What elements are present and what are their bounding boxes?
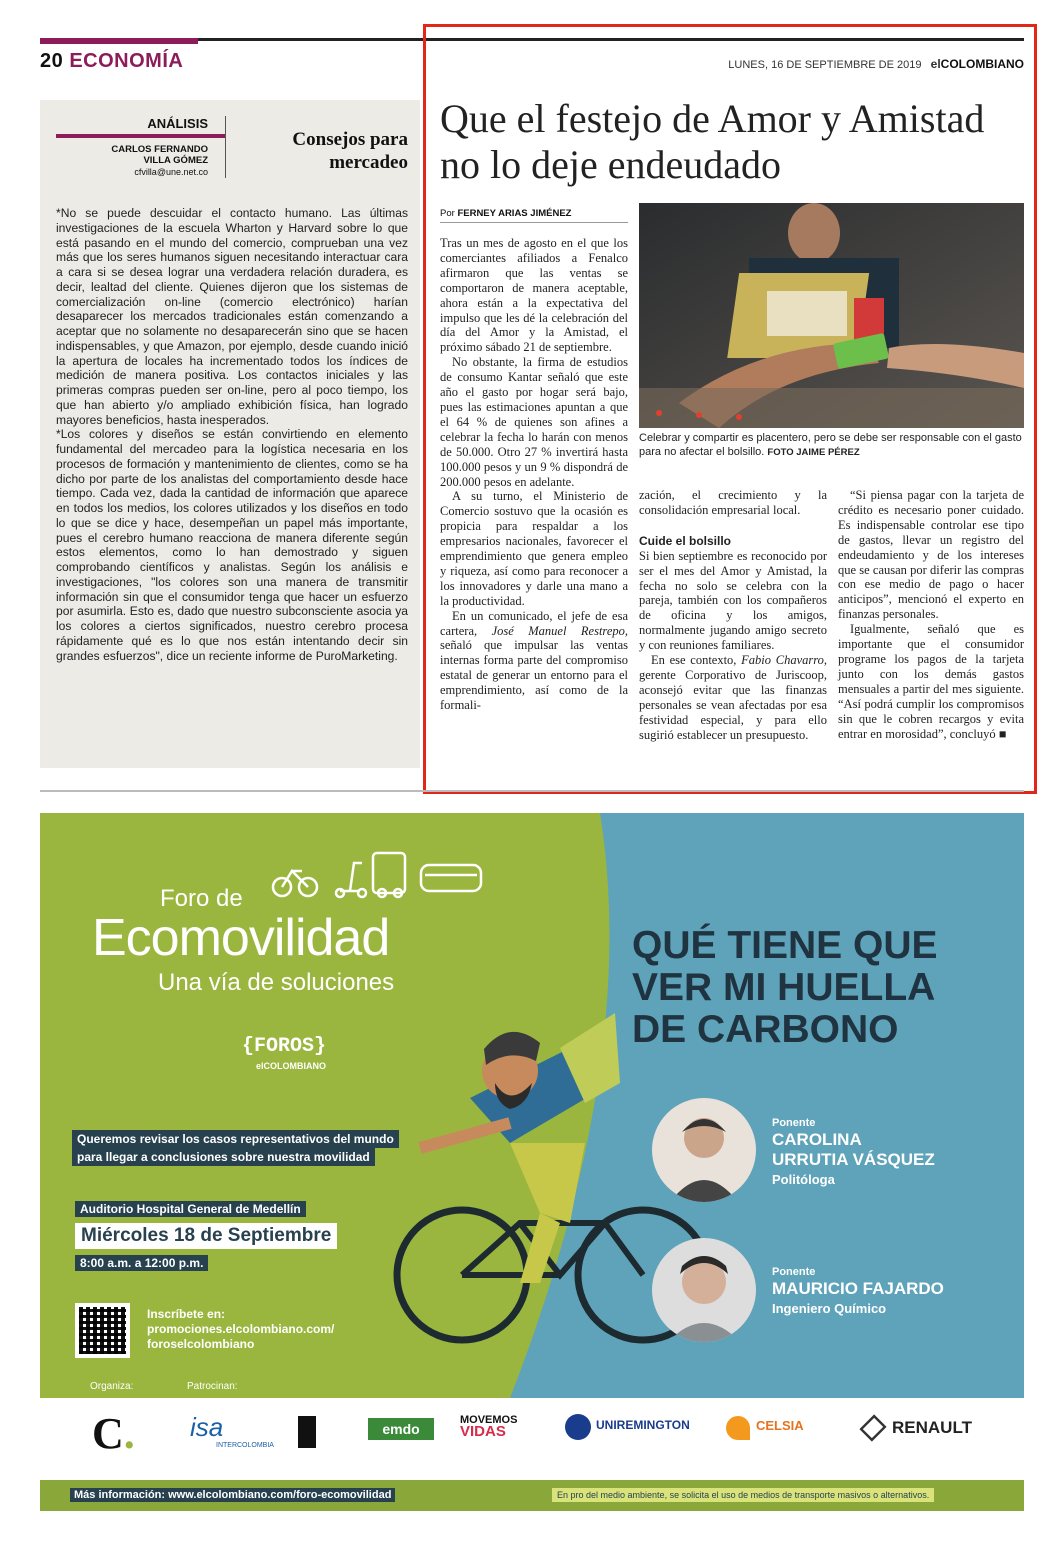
ad-question	[632, 925, 938, 1051]
page-divider	[40, 790, 1024, 792]
photo-caption	[639, 431, 1024, 460]
renault-icon	[859, 1414, 886, 1441]
speaker2-avatar	[652, 1238, 756, 1342]
byline	[440, 208, 571, 219]
ad-ecomovilidad: Ecomovilidad	[92, 909, 390, 967]
ad-register	[147, 1307, 334, 1352]
article-column-1	[440, 236, 628, 713]
issue-date: LUNES, 16 DE SEPTIEMBRE DE 2019	[728, 59, 922, 71]
isa-logo-sub: INTERCOLOMBIA	[216, 1442, 274, 1449]
paragraph-text: señaló que impulsar las ventas internas forma parte del compromiso estatal de generar un entorno para el emprendimiento, así como de la formali-	[440, 638, 628, 713]
author-email: cfvilla@une.net.co	[134, 167, 208, 177]
subhead: Cuide el bolsillo	[639, 533, 732, 548]
page-header	[40, 50, 183, 73]
ad-foros-logo: {FOROS}	[242, 1035, 327, 1058]
analysis-paragraph: *No se puede descuidar el contacto humano. Las últimas investigaciones de la escuela Wharton y Harvard sobre lo que está pasando en el mundo del comercio, comprueban una vez más que los seres humanos siguen necesitando interactuar cara a cara si se desea lograr una verdadera relación duradera, es decir, lealtad del cliente. Quienes dijeron que los sistemas de comercialización on-line (comercio electrónico) harían desaparecer los mercados tradicionales están comenzando a aceptar que no solamente no desaparecerán sino que se hacen indispensables, y que Amazon, por ejemplo, desde cuando inició la apertura de locales ha incrementado todos los índices de medición de manera positiva. Los contactos iniciales y las primeras compras pueden ser on-line, pero al poco tiempo, los que han abierto y/o ampliado exhibición física, han logrado mayores beneficios, hasta inesperados.	[56, 206, 408, 427]
analysis-column	[40, 100, 420, 768]
ad-intro-line-1: Queremos revisar los casos representativos del mundo	[72, 1130, 399, 1148]
ad-question-line-2: VER MI HUELLA	[632, 966, 936, 1009]
author-line-2: VILLA GÓMEZ	[143, 155, 208, 166]
movemos-line-2: VIDAS	[460, 1423, 506, 1440]
analysis-title	[236, 128, 408, 174]
ad-tagline: Una vía de soluciones	[158, 969, 395, 996]
speaker2-info	[772, 1265, 944, 1319]
ad-date: Miércoles 18 de Septiembre	[75, 1223, 337, 1249]
speaker2-name: MAURICIO FAJARDO	[772, 1279, 944, 1298]
ad-register-url-1[interactable]: promociones.elcolombiano.com/	[147, 1322, 335, 1336]
ad-register-label: Inscríbete en:	[147, 1307, 226, 1321]
speaker2-title: Ingeniero Químico	[772, 1301, 887, 1316]
qr-code-icon[interactable]	[75, 1303, 130, 1358]
photo-credit: FOTO JAIME PÉREZ	[767, 447, 860, 458]
analysis-body	[56, 206, 408, 663]
emdo-logo: emdo	[368, 1418, 434, 1440]
celsia-logo: CELSIA	[756, 1418, 804, 1433]
ad-time-wrap	[75, 1255, 208, 1271]
analysis-title-line-2: mercadeo	[329, 152, 408, 173]
ad-time: 8:00 a.m. a 12:00 p.m.	[75, 1255, 208, 1271]
ad-organiza: Organiza:	[90, 1381, 134, 1392]
person-name: Fabio Chavarro,	[741, 653, 828, 668]
ad-register-url-2[interactable]: foroselcolombiano	[147, 1337, 255, 1351]
ad-venue-wrap	[75, 1201, 306, 1217]
ad-intro	[72, 1130, 399, 1166]
elcolombiano-logo: C.	[92, 1409, 135, 1458]
author-line-1: CARLOS FERNANDO	[111, 144, 208, 155]
paragraph-text: En ese contexto,	[651, 653, 737, 668]
analysis-label: ANÁLISIS	[147, 116, 208, 131]
ad-foro-de: Foro de	[160, 885, 243, 912]
article-paragraph	[639, 653, 827, 742]
article-photo	[639, 203, 1024, 428]
article-paragraph: “Si piensa pagar con la tarjeta de crédito es necesario poner cuidado. Es indispensable controlar ese tipo de gastos, llevar un registro del endeudamiento y de los intereses que se causan por diferir las compras con ese medio de pago o hacer anticipos”, mencionó el experto en finanzas personales.	[838, 488, 1024, 622]
ad-patrocinan: Patrocinan:	[187, 1381, 238, 1392]
section-name: ECONOMÍA	[69, 50, 184, 72]
ad-foros-sub: elCOLOMBIANO	[256, 1061, 327, 1071]
article-paragraph	[440, 609, 628, 713]
analysis-author	[58, 144, 208, 166]
isa-logo: isa	[190, 1412, 224, 1442]
speaker1-role: Ponente	[772, 1117, 816, 1129]
ad-more-info[interactable]: Más información: www.elcolombiano.com/foro-ecomovilidad	[70, 1488, 395, 1502]
masthead-name: COLOMBIANO	[940, 57, 1024, 71]
article-paragraph: Si bien septiembre es reconocido por ser el mes del Amor y Amistad, la fecha no solo se celebra con la pareja, también con los compañeros de oficina y los amigos, normalmente jugando amigo secreto y con reuniones familiares.	[639, 548, 827, 653]
speaker1-name-1: CAROLINA	[772, 1130, 862, 1149]
article-paragraph: Tras un mes de agosto en el que los comerciantes afiliados a Fenalco afirmaron que las ventas se comportaron de manera aceptable, ahora están a la expectativa del impulso que les dé la celebración del día del Amor y la Amistad, el próximo sábado 21 de septiembre.	[440, 236, 628, 355]
analysis-paragraph: *Los colores y diseños se están convirtiendo en elemento fundamental del mercadeo para la logística necesaria en los procesos de formación y mantenimiento de clientes, como se ha dicho por parte de los analistas del comportamiento desde hace tiempo. Cada vez, dada la cantidad de información que aparece en todos los medios, los colores utilizados y los diseños en todo lo que se dice y hace, desempeñan un papel más importante, pues el cerebro humano reacciona de manera diferente según estos elementos, como lo han demostrado y siguen comprobando científicos y analistas. Según los análisis e investigaciones, "los colores son una manera de transmitir información sin que el consumidor tenga que hacer un esfuerzo por asumirla. Esto es, dado que nuestro subconsciente asocia ya los colores a ciertos significados, nuestro cerebro procesa rápidamente qué es lo que nos están intentando decir sin grandes esfuerzos", dice un reciente informe de PuroMarketing.	[56, 427, 408, 663]
article-column-3	[838, 488, 1024, 741]
masthead-prefix: el	[930, 57, 941, 71]
ecomovilidad-ad	[40, 813, 1024, 1511]
article-paragraph: No obstante, la firma de estudios de consumo Kantar señaló que este año el gasto por hogar será bajo, pues las estimaciones apuntan a que el 64 % de quienes son afines a celebrar la fecha lo harán con menos de 50.000. Otro 27 % invertirá hasta 100.000 pesos y un 9 % dispondrá de 200.000 pesos en adelante.	[440, 355, 628, 489]
paragraph-text: gerente Corporativo de Juriscoop, aconsejó evitar que las finanzas personales se vean afectadas por esa festividad especial, y para ello sugirió establecer un presupuesto.	[639, 667, 827, 742]
article-headline: Que el festejo de Amor y Amistad no lo deje endeudado	[440, 96, 985, 187]
ad-question-line-1: QUÉ TIENE QUE	[632, 924, 938, 967]
page-number: 20	[40, 50, 64, 72]
uniremington-icon	[565, 1414, 591, 1440]
movemos-line-1: MOVEMOS	[460, 1414, 518, 1426]
end-mark: ■	[998, 726, 1007, 741]
celsia-icon	[726, 1416, 750, 1440]
ad-footer-note: En pro del medio ambiente, se solicita el uso de medios de transporte masivos o alternativos.	[552, 1488, 934, 1502]
article-paragraph: A su turno, el Ministerio de Comercio sostuvo que la ocasión es propicia para respaldar a los empresarios nacionales, favorecer el emprendimiento que genera empleo y riqueza, así como para reconocer a los innovadores y darle una mano a la productividad.	[440, 489, 628, 608]
paragraph-text: En un comunicado, el jefe de esa cartera,	[440, 608, 628, 638]
movemos-logo	[460, 1414, 517, 1438]
article-column-2	[639, 488, 827, 743]
sponsor-logos	[40, 1398, 1024, 1480]
byline-rule	[440, 222, 628, 223]
ad-venue: Auditorio Hospital General de Medellín	[75, 1201, 306, 1217]
uniremington-logo: UNIREMINGTON	[596, 1418, 690, 1432]
article-paragraph: zación, el crecimiento y la consolidación empresarial local.	[639, 488, 827, 517]
byline-prefix: Por	[440, 208, 455, 219]
analysis-divider	[225, 116, 226, 178]
speaker1-avatar	[652, 1098, 756, 1202]
section-accent-bar	[40, 38, 198, 44]
renault-logo: RENAULT	[892, 1418, 972, 1437]
article-paragraph	[838, 622, 1024, 741]
metro-logo	[298, 1416, 316, 1448]
person-name: José Manuel Restrepo,	[491, 623, 628, 638]
speaker2-role: Ponente	[772, 1266, 816, 1278]
ad-intro-line-2: para llegar a conclusiones sobre nuestra movilidad	[72, 1148, 375, 1166]
ad-footer	[40, 1480, 1024, 1511]
caption-text: Celebrar y compartir es placentero, pero se debe ser responsable con el gasto para no afectar el bolsillo.	[639, 432, 1022, 458]
speaker1-name-2: URRUTIA VÁSQUEZ	[772, 1150, 935, 1169]
analysis-rule	[56, 134, 226, 138]
speaker1-title: Politóloga	[772, 1172, 835, 1187]
photo-illustration	[639, 203, 1024, 428]
paragraph-text: Igualmente, señaló que es importante que el consumidor programe los pagos de la tarjeta junto con los demás gastos mensuales a partir del mes siguiente. “Así podrá cumplir los compromisos sin que le cobren recargos y evita entrar en morosidad”, concluyó	[838, 622, 1024, 741]
byline-name: FERNEY ARIAS JIMÉNEZ	[457, 208, 572, 219]
analysis-title-line-1: Consejos para	[292, 129, 408, 150]
speaker1-info	[772, 1116, 935, 1190]
ad-question-line-3: DE CARBONO	[632, 1008, 899, 1051]
